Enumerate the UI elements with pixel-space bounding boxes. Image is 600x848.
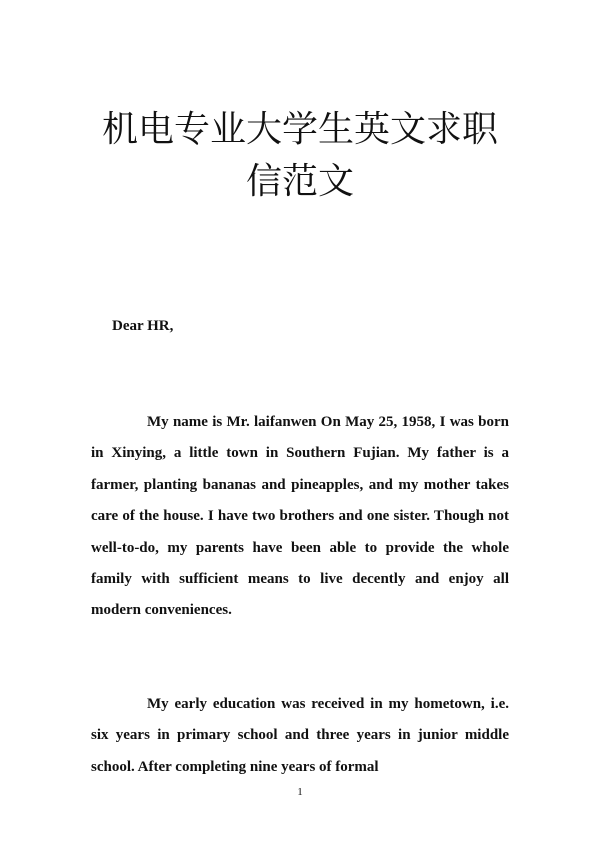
body-paragraph-2: My early education was received in my hometown, i.e. six years in primary school and three years in junior middle school. After completing nine years of formal	[91, 696, 509, 775]
salutation: Dear HR,	[112, 318, 174, 334]
body-paragraph-1: My name is Mr. laifanwen On May 25, 1958, I was born in Xinying, a little town in Southern Fujian. My father is a farmer, planting bananas and pineapples, and my mother takes care of the house. I have two brothers and one sister. Though not well-to-do, my parents have been able to provide the whole family with sufficient means to live decently and enjoy all modern conveniences.	[91, 414, 509, 619]
page-number: 1	[297, 786, 303, 798]
document-title	[60, 104, 540, 208]
title-line-2: 信范文	[245, 161, 354, 202]
title-line-1: 机电专业大学生英文求职	[101, 109, 498, 150]
